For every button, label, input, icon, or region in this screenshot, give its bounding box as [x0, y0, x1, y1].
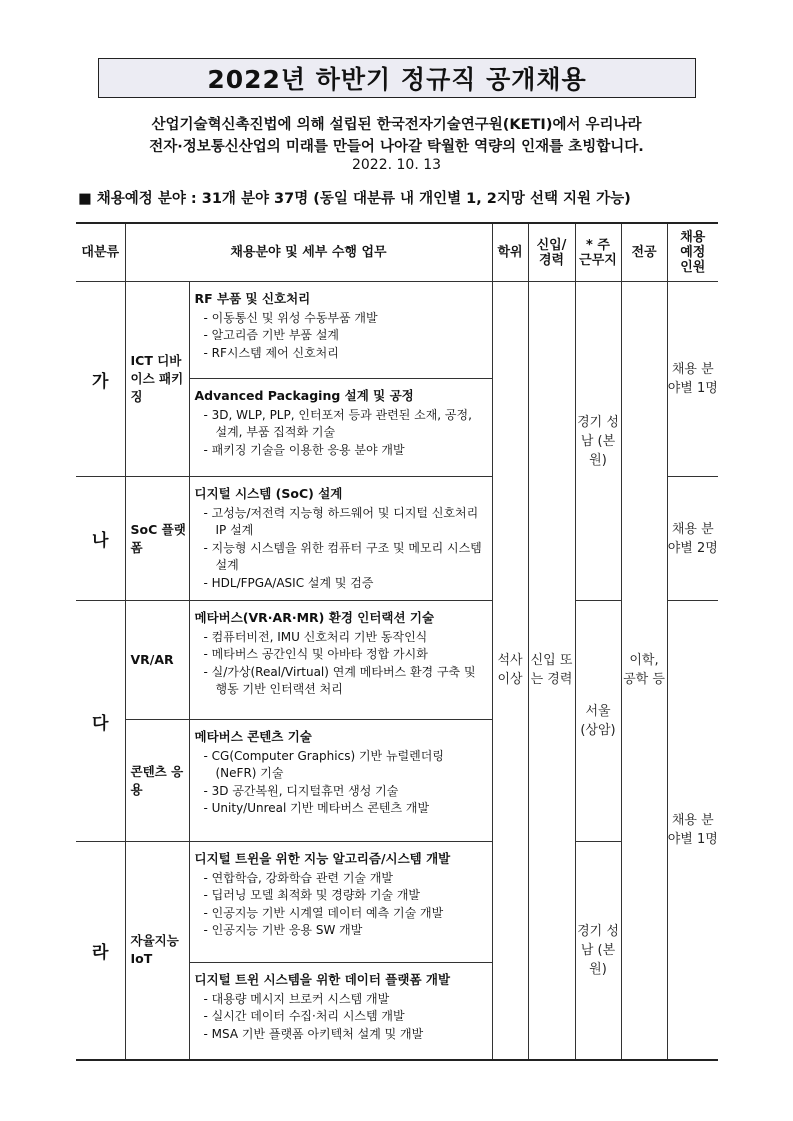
career-cell: 신입 또는 경력: [528, 282, 575, 1060]
header-field: 채용분야 및 세부 수행 업무: [125, 223, 492, 282]
location-seoul: 서울 (상암): [575, 601, 621, 842]
task-bullet: - Unity/Unreal 기반 메타버스 콘텐츠 개발: [203, 801, 430, 815]
task-bullet: - MSA 기반 플랫폼 아키텍처 설계 및 개발: [203, 1026, 424, 1041]
major-cell: 이학, 공학 등: [621, 282, 667, 1060]
section-heading: ■ 채용예정 분야 : 31개 분야 37명 (동일 대분류 내 개인별 1, 2지망 선택 지원 가능): [78, 191, 631, 207]
header-career: 신입/ 경력: [528, 223, 575, 282]
subcategory-cell: ICT 디바이스 패키징: [125, 282, 189, 477]
subcategory-cell: 자율지능 IoT: [125, 842, 189, 1060]
header-major: 전공: [621, 223, 667, 282]
table-header-row: [76, 223, 718, 282]
task-bullet: - 인공지능 기반 응용 SW 개발: [203, 923, 363, 937]
headcount-rest: 채용 분야별 1명: [667, 601, 718, 1060]
degree-cell: 석사 이상: [492, 282, 528, 1060]
task-cell: [189, 477, 492, 601]
task-bullet: - 연합학습, 강화학습 관련 기술 개발: [203, 870, 394, 885]
page-title: 2022년 하반기 정규직 공개채용: [207, 65, 587, 94]
header-location: * 주 근무지: [575, 223, 621, 282]
task-bullet: - 지능형 시스템을 위한 컴퓨터 구조 및 메모리 시스템 설계: [203, 540, 482, 572]
task-bullet: - 고성능/저전력 지능형 하드웨어 및 디지털 신호처리 IP 설계: [203, 505, 479, 537]
subcategory-cell: 콘텐츠 응용: [125, 720, 189, 842]
location-seongnam-2: 경기 성남 (본원): [575, 842, 621, 1060]
subcategory-cell: VR/AR: [125, 601, 189, 720]
task-title: 메타버스(VR·AR·MR) 환경 인터랙션 기술: [194, 610, 435, 625]
category-cell: 다: [76, 601, 125, 842]
task-bullet: - CG(Computer Graphics) 기반 뉴럴렌더링 (NeFR) 기술: [203, 748, 444, 780]
task-bullet: - 메타버스 공간인식 및 아바타 정합 가시화: [203, 647, 428, 661]
task-bullet: - 패키징 기술을 이용한 응용 분야 개발: [203, 442, 405, 457]
headcount-ga: 채용 분야별 1명: [667, 282, 718, 477]
task-title: 디지털 트윈을 위한 지능 알고리즘/시스템 개발: [194, 851, 451, 866]
task-cell: [189, 720, 492, 842]
task-bullet: - HDL/FPGA/ASIC 설계 및 검증: [203, 575, 374, 590]
recruitment-table: [76, 222, 718, 1061]
page-title-box: [98, 58, 696, 98]
posting-date: 2022. 10. 13: [351, 157, 442, 173]
task-title: RF 부품 및 신호처리: [194, 291, 311, 306]
task-cell: [189, 842, 492, 963]
category-cell: 가: [76, 282, 125, 477]
task-bullet: - 실/가상(Real/Virtual) 연계 메타버스 환경 구축 및 행동 기반 인터랙션 처리: [203, 664, 476, 696]
intro-line-2: 전자·정보통신산업의 미래를 만들어 나아갈 탁월한 역량의 인재를 초빙합니다.: [149, 139, 644, 155]
task-bullet: - 딥러닝 모델 최적화 및 경량화 기술 개발: [203, 888, 421, 902]
task-cell: [189, 282, 492, 379]
header-headcount: 채용 예정 인원: [667, 223, 718, 282]
task-bullet: - 실시간 데이터 수집·처리 시스템 개발: [203, 1009, 405, 1023]
task-title: Advanced Packaging 설계 및 공정: [194, 388, 414, 403]
intro-line-1: 산업기술혁신촉진법에 의해 설립된 한국전자기술연구원(KETI)에서 우리나라: [151, 117, 642, 133]
task-bullet: - 알고리즘 기반 부품 설계: [203, 328, 340, 342]
task-cell: [189, 601, 492, 720]
category-cell: 라: [76, 842, 125, 1060]
task-title: 메타버스 콘텐츠 기술: [194, 729, 312, 744]
task-bullet: - 3D, WLP, PLP, 인터포저 등과 관련된 소재, 공정, 설계, 부품 집적화 기술: [203, 407, 472, 439]
task-title: 디지털 트윈 시스템을 위한 데이터 플랫폼 개발: [194, 972, 451, 987]
task-bullet: - 인공지능 기반 시계열 데이터 예측 기술 개발: [203, 905, 444, 920]
task-bullet: - 3D 공간복원, 디지털휴먼 생성 기술: [203, 783, 399, 798]
task-bullet: - 이동통신 및 위성 수동부품 개발: [203, 310, 378, 325]
task-bullet: - RF시스템 제어 신호처리: [203, 345, 339, 360]
table-row: [76, 282, 718, 379]
header-category: 대분류: [76, 223, 125, 282]
subcategory-cell: SoC 플랫폼: [125, 477, 189, 601]
location-seongnam: 경기 성남 (본원): [575, 282, 621, 601]
headcount-na: 채용 분야별 2명: [667, 477, 718, 601]
header-degree: 학위: [492, 223, 528, 282]
task-cell: [189, 379, 492, 477]
task-bullet: - 컴퓨터비전, IMU 신호처리 기반 동작인식: [203, 629, 428, 644]
task-title: 디지털 시스템 (SoC) 설계: [194, 486, 343, 501]
category-cell: 나: [76, 477, 125, 601]
task-bullet: - 대용량 메시지 브로커 시스템 개발: [203, 991, 390, 1006]
task-cell: [189, 963, 492, 1060]
